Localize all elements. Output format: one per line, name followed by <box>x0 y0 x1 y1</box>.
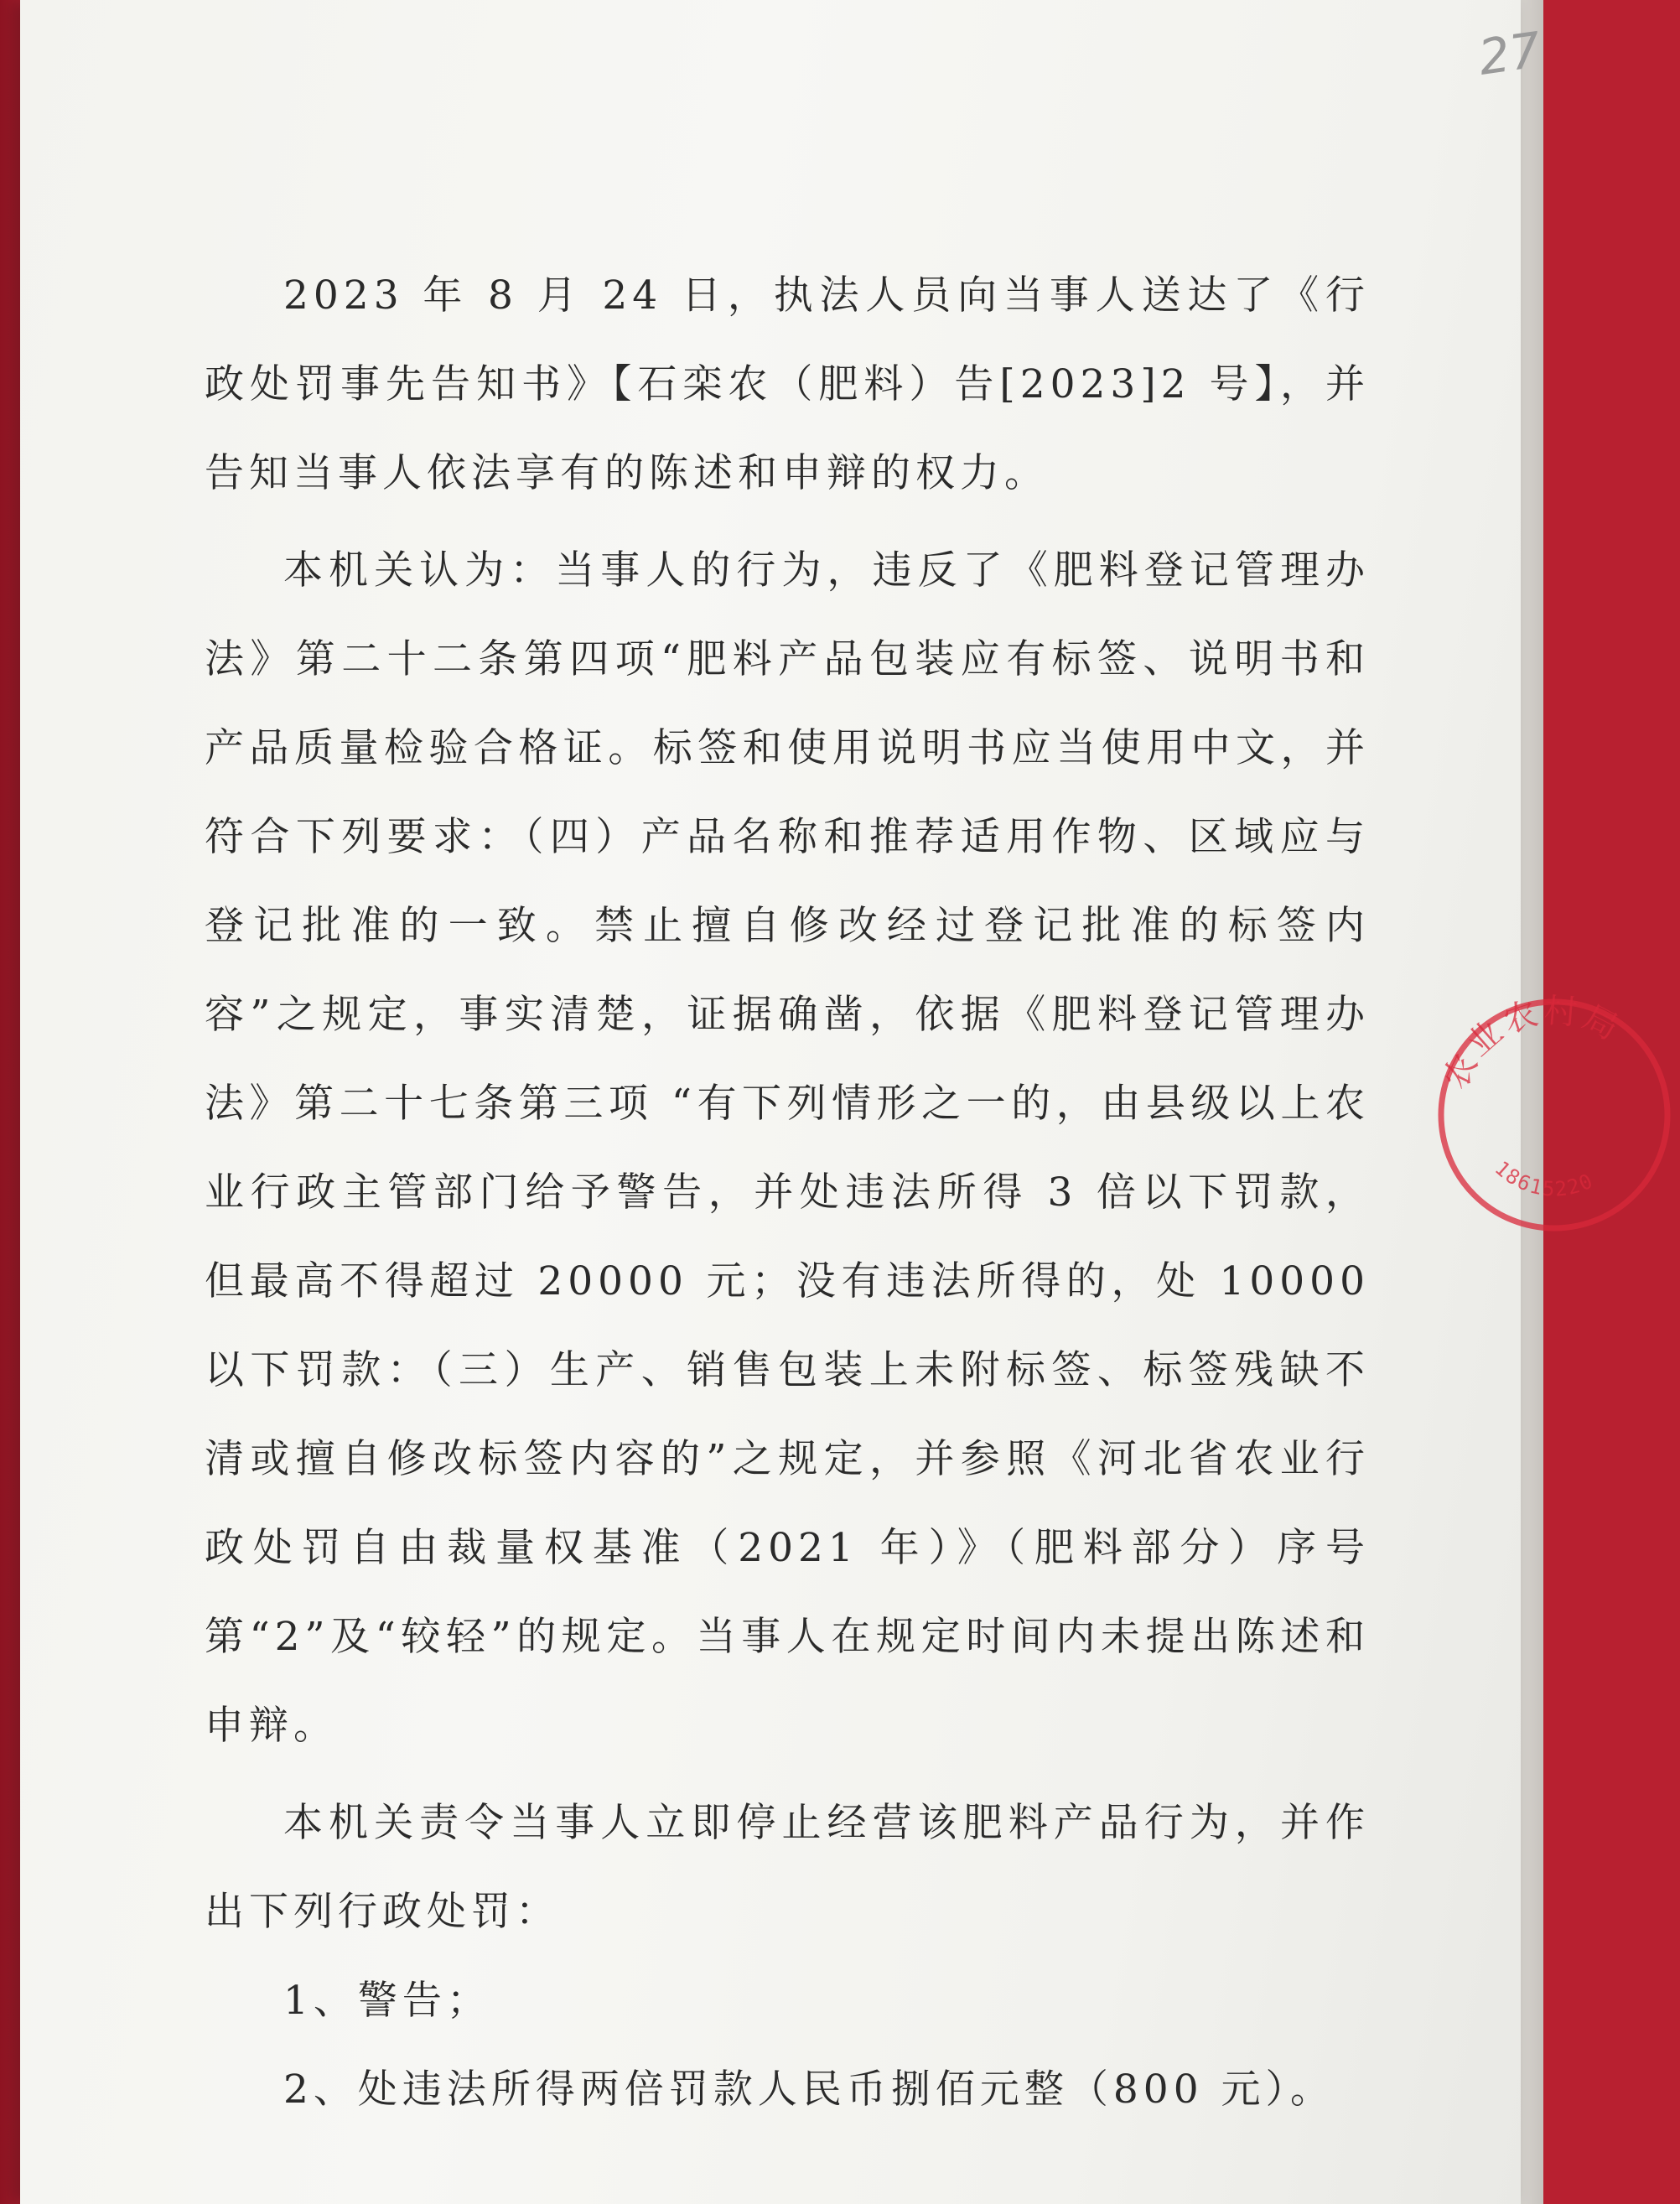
seal-number: 18615220 <box>1490 1156 1598 1201</box>
official-seal-stamp <box>1429 989 1680 1241</box>
page-number: 27 <box>1475 21 1545 86</box>
document-page <box>20 0 1628 2204</box>
seal-text: 农业农村局 <box>1436 991 1628 1096</box>
paragraph-decision: 本机关责令当事人立即停止经营该肥料产品行为，并作出下列行政处罚： <box>205 1800 1370 1935</box>
document-body <box>205 252 1370 2134</box>
penalty-item-warning: 1、警告； <box>283 1978 491 2024</box>
paragraph-notice-served: 2023 年 8 月 24 日，执法人员向当事人送达了《行政处罚事先告知书》【石栾农（肥料）告[2023]2 号】，并告知当事人依法享有的陈述和申辩的权力。 <box>205 272 1370 496</box>
penalty-item-fine: 2、处违法所得两倍罚款人民币捌佰元整（800 元）。 <box>283 2067 1335 2113</box>
svg-text:18615220 <box>1491 1156 1598 1201</box>
paragraph-violation-finding: 本机关认为：当事人的行为，违反了《肥料登记管理办法》第二十二条第四项“肥料产品包装应有标签、说明书和产品质量检验合格证。标签和使用说明书应当使用中文，并符合下列要求：（四）产品名称和推荐适用作物、区域应与登记批准的一致。禁止擅自修改经过登记批准的标签内容”之规定，事实清楚，证据确凿，依据《肥料登记管理办法》第二十七条第三项 “有下列情形之一的，由县级以上农业行政主管部门给予警告，并处违法所得 3 倍以下罚款，但最高不得超过 20000 元；没有违法所得的，处 10000 以下罚款：（三）生产、销售包装上未附标签、标签残缺不清或擅自修改标签内容的”之规定，并参照《河北省农业行政处罚自由裁量权基准（2021 年）》（肥料部分）序号第“2”及“较轻”的规定。当事人在规定时间内未提出陈述和申辩。 <box>205 547 1370 1749</box>
